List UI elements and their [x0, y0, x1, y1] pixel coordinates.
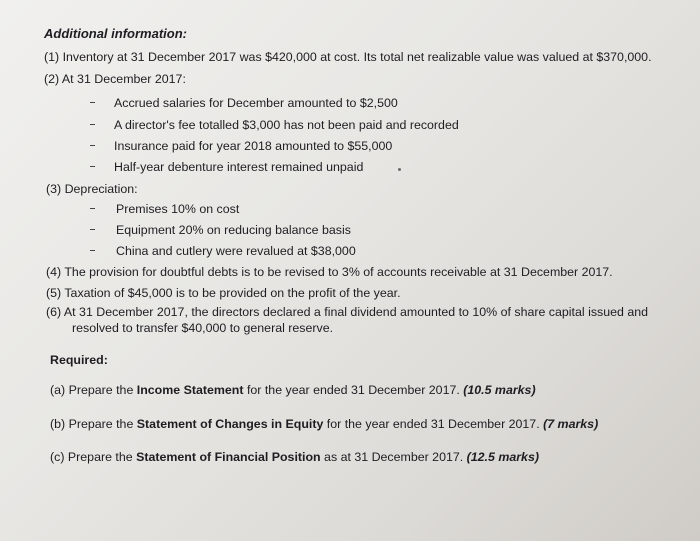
item-2-sub-3: Insurance paid for year 2018 amounted to $55,000 [114, 139, 393, 153]
dash-bullet [90, 250, 95, 251]
required-b-text-2: for the year ended 31 December 2017. [323, 417, 544, 431]
required-c-bold: Statement of Financial Position [136, 450, 321, 464]
required-c-marks: (12.5 marks) [466, 450, 539, 464]
item-3-sub-2: Equipment 20% on reducing balance basis [116, 223, 351, 237]
dash-bullet [90, 102, 95, 103]
required-a-text-2: for the year ended 31 December 2017. [243, 383, 464, 397]
item-3-sub-3: China and cutlery were revalued at $38,000 [116, 244, 356, 258]
required-b-marks: (7 marks) [543, 417, 599, 431]
item-2-sub-1: Accrued salaries for December amounted to $2,500 [114, 96, 398, 110]
dash-bullet [90, 124, 95, 125]
required-item-c [50, 449, 539, 465]
item-6-line-2: resolved to transfer $40,000 to general reserve. [72, 321, 334, 335]
item-2-sub-2: A director's fee totalled $3,000 has not been paid and recorded [114, 118, 459, 132]
required-title: Required: [50, 353, 108, 367]
section-heading: Additional information: [44, 26, 187, 41]
required-item-b [50, 416, 598, 432]
item-6-line-1: (6) At 31 December 2017, the directors declared a final dividend amounted to 10% of share capital issued and [46, 305, 648, 319]
dash-bullet [90, 208, 95, 209]
required-c-text-2: as at 31 December 2017. [320, 450, 467, 464]
item-3-sub-1: Premises 10% on cost [116, 202, 240, 216]
item-2-sub-4: Half-year debenture interest remained unpaid [114, 160, 364, 174]
required-a-bold: Income Statement [136, 383, 244, 397]
item-4: (4) The provision for doubtful debts is to be revised to 3% of accounts receivable at 31 December 2017. [46, 265, 613, 279]
required-item-a [50, 382, 536, 398]
required-a-text: (a) Prepare the [50, 383, 137, 397]
item-2: (2) At 31 December 2017: [44, 72, 186, 86]
dash-bullet [90, 166, 95, 167]
stray-mark [398, 168, 401, 171]
required-b-text: (b) Prepare the [50, 417, 137, 431]
required-a-marks: (10.5 marks) [463, 383, 536, 397]
item-1: (1) Inventory at 31 December 2017 was $420,000 at cost. Its total net realizable value was valued at $370,000. [44, 50, 652, 64]
item-5: (5) Taxation of $45,000 is to be provided on the profit of the year. [46, 286, 401, 300]
required-c-text: (c) Prepare the [50, 450, 137, 464]
dash-bullet [90, 229, 95, 230]
required-b-bold: Statement of Changes in Equity [136, 417, 324, 431]
item-3: (3) Depreciation: [46, 182, 138, 196]
dash-bullet [90, 145, 95, 146]
